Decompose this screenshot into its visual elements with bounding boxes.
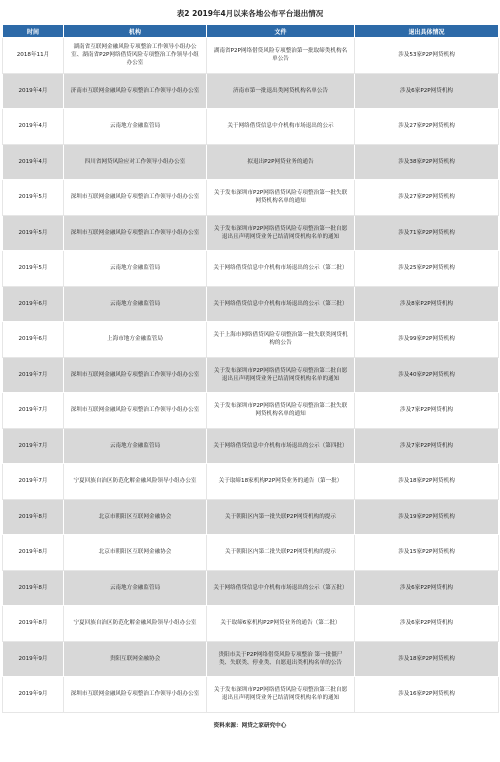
cell-time: 2019年5月 bbox=[3, 180, 64, 216]
table-row bbox=[3, 73, 499, 109]
table-row bbox=[3, 286, 499, 322]
table-row bbox=[3, 499, 499, 535]
table-row bbox=[3, 428, 499, 464]
cell-result: 涉及38家P2P网贷机构 bbox=[355, 144, 499, 180]
cell-time: 2019年8月 bbox=[3, 499, 64, 535]
table-body bbox=[3, 38, 499, 713]
cell-org: 云南地方金融监管局 bbox=[64, 570, 207, 606]
header-row bbox=[3, 25, 499, 38]
cell-result: 涉及27家P2P网贷机构 bbox=[355, 180, 499, 216]
header-org: 机构 bbox=[64, 25, 207, 38]
cell-doc: 关于网络借贷信息中介机构市场退出的公示（第五批） bbox=[207, 570, 355, 606]
cell-time: 2019年5月 bbox=[3, 215, 64, 251]
table-row bbox=[3, 251, 499, 287]
table-row bbox=[3, 109, 499, 145]
cell-time: 2019年6月 bbox=[3, 286, 64, 322]
table-title: 表2 2019年4月以来各地公布平台退出情况 bbox=[176, 9, 324, 18]
cell-doc: 湖南省P2P网络借贷风险专项整治第一批取缔类机构名单公告 bbox=[207, 38, 355, 74]
cell-time: 2019年7月 bbox=[3, 464, 64, 500]
header-result: 退出具体情况 bbox=[355, 25, 499, 38]
cell-doc: 关于发布深圳市P2P网络借贷风险专项整治第三批自愿退出且声明网贷业务已结清网贷机构名单的通知 bbox=[207, 677, 355, 713]
cell-org: 深圳市互联网金融风险专项整治工作领导小组办公室 bbox=[64, 677, 207, 713]
table-row bbox=[3, 215, 499, 251]
table-row bbox=[3, 144, 499, 180]
cell-org: 贵阳互联网金融协会 bbox=[64, 641, 207, 677]
cell-time: 2019年7月 bbox=[3, 393, 64, 429]
cell-doc: 关于发布深圳市P2P网络借贷风险专项整治第二批失联网贷机构名单的通知 bbox=[207, 393, 355, 429]
cell-time: 2019年8月 bbox=[3, 535, 64, 571]
cell-doc: 济南市第一批退出类网贷机构名单公告 bbox=[207, 73, 355, 109]
cell-org: 深圳市互联网金融风险专项整治工作领导小组办公室 bbox=[64, 180, 207, 216]
cell-doc: 关于网络借贷信息中介机构市场退出的公示（第四批） bbox=[207, 428, 355, 464]
cell-org: 云南地方金融监管局 bbox=[64, 286, 207, 322]
header-doc: 文件 bbox=[207, 25, 355, 38]
cell-result: 涉及18家P2P网贷机构 bbox=[355, 464, 499, 500]
cell-doc: 关于发布深圳市P2P网络借贷风险专项整治第一批失联网贷机构名单的通知 bbox=[207, 180, 355, 216]
cell-result: 涉及53家P2P网贷机构 bbox=[355, 38, 499, 74]
cell-time: 2019年6月 bbox=[3, 322, 64, 358]
cell-time: 2019年5月 bbox=[3, 251, 64, 287]
cell-doc: 关于朝阳区内第二批失联P2P网贷机构的提示 bbox=[207, 535, 355, 571]
cell-result: 涉及7家P2P网贷机构 bbox=[355, 393, 499, 429]
cell-result: 涉及25家P2P网贷机构 bbox=[355, 251, 499, 287]
cell-result: 涉及6家P2P网贷机构 bbox=[355, 570, 499, 606]
cell-org: 四川省网贷风险应对工作领导小组办公室 bbox=[64, 144, 207, 180]
cell-doc: 关于发布深圳市P2P网络借贷风险专项整治第二批自愿退出且声明网贷业务已结清网贷机构名单的通知 bbox=[207, 357, 355, 393]
cell-org: 宁夏回族自治区防范化解金融风险领导小组办公室 bbox=[64, 606, 207, 642]
cell-org: 济南市互联网金融风险专项整治工作领导小组办公室 bbox=[64, 73, 207, 109]
cell-result: 涉及16家P2P网贷机构 bbox=[355, 677, 499, 713]
table-header bbox=[3, 25, 499, 38]
cell-result: 涉及15家P2P网贷机构 bbox=[355, 535, 499, 571]
cell-doc: 关于网络借贷信息中介机构市场退出的公示 bbox=[207, 109, 355, 145]
cell-result: 涉及19家P2P网贷机构 bbox=[355, 499, 499, 535]
cell-doc: 关于取缔18家机构P2P网贷业务的通告（第一批） bbox=[207, 464, 355, 500]
table-row bbox=[3, 357, 499, 393]
table-row bbox=[3, 606, 499, 642]
cell-org: 云南地方金融监管局 bbox=[64, 109, 207, 145]
cell-time: 2019年8月 bbox=[3, 606, 64, 642]
cell-doc: 关于取缔6家机构P2P网贷业务的通告（第二批） bbox=[207, 606, 355, 642]
cell-result: 涉及6家P2P网贷机构 bbox=[355, 73, 499, 109]
cell-doc: 拟退出P2P网贷业务的通告 bbox=[207, 144, 355, 180]
cell-doc: 关于发布深圳市P2P网络借贷风险专项整治第一批自愿退出且声明网贷业务已结清网贷机构名单的通知 bbox=[207, 215, 355, 251]
cell-result: 涉及40家P2P网贷机构 bbox=[355, 357, 499, 393]
table-row bbox=[3, 322, 499, 358]
cell-doc: 关于网络借贷信息中介机构市场退出的公示（第二批） bbox=[207, 251, 355, 287]
table-row bbox=[3, 393, 499, 429]
exit-table bbox=[2, 24, 499, 713]
cell-time: 2019年7月 bbox=[3, 357, 64, 393]
cell-time: 2019年8月 bbox=[3, 570, 64, 606]
cell-org: 深圳市互联网金融风险专项整治工作领导小组办公室 bbox=[64, 215, 207, 251]
table-row bbox=[3, 570, 499, 606]
cell-doc: 关于朝阳区内第一批失联P2P网贷机构的提示 bbox=[207, 499, 355, 535]
cell-time: 2018年11月 bbox=[3, 38, 64, 74]
cell-org: 深圳市互联网金融风险专项整治工作领导小组办公室 bbox=[64, 393, 207, 429]
cell-result: 涉及27家P2P网贷机构 bbox=[355, 109, 499, 145]
cell-doc: 关于网络借贷信息中介机构市场退出的公示（第三批） bbox=[207, 286, 355, 322]
cell-org: 深圳市互联网金融风险专项整治工作领导小组办公室 bbox=[64, 357, 207, 393]
cell-result: 涉及99家P2P网贷机构 bbox=[355, 322, 499, 358]
cell-org: 北京市朝阳区互联网金融协会 bbox=[64, 535, 207, 571]
table-row bbox=[3, 535, 499, 571]
cell-org: 云南地方金融监管局 bbox=[64, 251, 207, 287]
cell-org: 云南地方金融监管局 bbox=[64, 428, 207, 464]
cell-time: 2019年4月 bbox=[3, 73, 64, 109]
cell-time: 2019年7月 bbox=[3, 428, 64, 464]
cell-org: 北京市朝阳区互联网金融协会 bbox=[64, 499, 207, 535]
source-note: 资料来源：网贷之家研究中心 bbox=[213, 722, 287, 729]
cell-time: 2019年9月 bbox=[3, 677, 64, 713]
header-time: 时间 bbox=[3, 25, 64, 38]
cell-time: 2019年9月 bbox=[3, 641, 64, 677]
table-row bbox=[3, 464, 499, 500]
cell-result: 涉及7家P2P网贷机构 bbox=[355, 428, 499, 464]
cell-doc: 贵阳市关于P2P网络借贷风险专项整治 第一批僵尸类、失联类、停业类、自愿退出类机构名单的公告 bbox=[207, 641, 355, 677]
cell-org: 湖南省互联网金融风险专项整治工作领导小组办公室、湖南省P2P网络借贷风险专项整治工作领导小组办公室 bbox=[64, 38, 207, 74]
cell-result: 涉及6家P2P网贷机构 bbox=[355, 606, 499, 642]
table-row bbox=[3, 38, 499, 74]
cell-result: 涉及18家P2P网贷机构 bbox=[355, 641, 499, 677]
cell-time: 2019年4月 bbox=[3, 109, 64, 145]
table-row bbox=[3, 677, 499, 713]
cell-time: 2019年4月 bbox=[3, 144, 64, 180]
cell-org: 上海市地方金融监管局 bbox=[64, 322, 207, 358]
cell-doc: 关于上海市网络借贷风险专项整治第一批失联类网贷机构的公告 bbox=[207, 322, 355, 358]
table-row bbox=[3, 641, 499, 677]
table-row bbox=[3, 180, 499, 216]
cell-org: 宁夏回族自治区防范化解金融风险领导小组办公室 bbox=[64, 464, 207, 500]
cell-result: 涉及8家P2P网贷机构 bbox=[355, 286, 499, 322]
cell-result: 涉及71家P2P网贷机构 bbox=[355, 215, 499, 251]
